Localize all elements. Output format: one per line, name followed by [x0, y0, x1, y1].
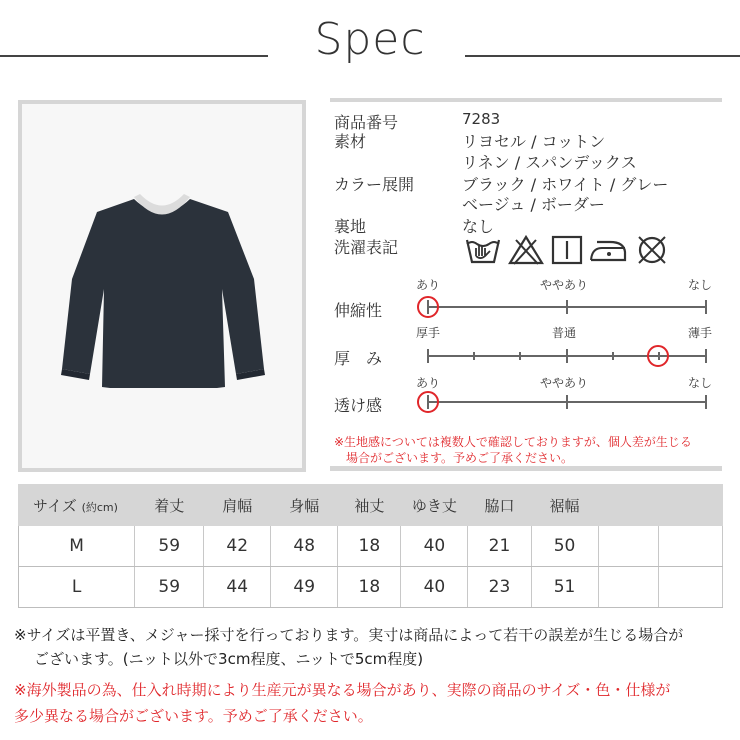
stretch-level-marker	[417, 296, 439, 318]
value-cell: 51	[531, 567, 598, 608]
thickness-right-label: 薄手	[688, 326, 713, 340]
material-line1: リヨセル / コットン	[462, 132, 606, 151]
washing-label: 洗濯表記	[334, 238, 399, 257]
lining-value: なし	[462, 217, 495, 236]
value-cell: 50	[531, 526, 598, 567]
stretch-label: 伸縮性	[334, 301, 383, 320]
header-yuki: ゆき丈	[401, 485, 468, 526]
page-title: Spec	[314, 14, 426, 65]
header-armhole: 脇口	[468, 485, 531, 526]
color-line1: ブラック / ホワイト / グレー	[462, 175, 669, 194]
thickness-tick-mid	[566, 349, 568, 363]
color-line2: ベージュ / ボーダー	[462, 195, 605, 214]
lining-label: 裏地	[334, 217, 367, 236]
sheer-label: 透け感	[334, 396, 383, 415]
thickness-left-label: 厚手	[416, 326, 441, 340]
thickness-tick-right	[705, 349, 707, 363]
value-cell: 18	[338, 567, 401, 608]
value-cell: 40	[401, 526, 468, 567]
footnote-sizing-line2: ございます。(ニット以外で3cm程度、ニットで5cm程度)	[34, 650, 424, 668]
product-photo	[22, 104, 302, 468]
product-no-value: 7283	[462, 110, 501, 128]
value-cell: 18	[338, 526, 401, 567]
no-dry-clean-icon	[634, 234, 670, 266]
spec-note-line2: 場合がございます。予めご了承ください。	[346, 451, 574, 465]
header-empty-1	[598, 485, 659, 526]
sheer-level-marker	[417, 391, 439, 413]
header-hem: 裾幅	[531, 485, 598, 526]
thickness-mid-label: 普通	[552, 326, 577, 340]
hand-wash-icon	[464, 234, 502, 266]
material-line2: リネン / スパンデックス	[462, 153, 637, 172]
sheer-mid-label: ややあり	[540, 376, 589, 390]
value-cell: 59	[135, 526, 204, 567]
thickness-tick-left	[427, 349, 429, 363]
value-cell: 42	[204, 526, 271, 567]
table-row	[19, 526, 723, 567]
value-cell: 44	[204, 567, 271, 608]
header-sleeve: 袖丈	[338, 485, 401, 526]
thickness-subtick-3	[612, 352, 614, 360]
header-shoulder: 肩幅	[204, 485, 271, 526]
size-table-header	[19, 485, 723, 526]
table-row	[19, 567, 723, 608]
stretch-tick-mid	[566, 300, 568, 314]
value-cell: 48	[271, 526, 338, 567]
tshirt-image	[22, 104, 302, 468]
empty-cell	[659, 526, 723, 567]
header-size: サイズ (約cm)	[19, 485, 135, 526]
thickness-label: 厚 み	[334, 349, 383, 368]
empty-cell	[598, 526, 659, 567]
stretch-right-label: なし	[688, 278, 713, 292]
spec-top-band	[330, 98, 722, 102]
color-label: カラー展開	[334, 175, 415, 194]
size-cell: M	[19, 526, 135, 567]
tumble-dry-icon	[551, 234, 583, 266]
title-rule-right	[465, 55, 740, 57]
spec-bottom-band	[330, 466, 722, 471]
header-length: 着丈	[135, 485, 204, 526]
sheer-tick-right	[705, 395, 707, 409]
iron-icon	[588, 234, 628, 266]
value-cell: 21	[468, 526, 531, 567]
thickness-subtick-2	[519, 352, 521, 360]
thickness-level-marker	[647, 345, 669, 367]
stretch-left-label: あり	[416, 278, 441, 292]
empty-cell	[659, 567, 723, 608]
size-table	[18, 484, 723, 608]
sheer-tick-mid	[566, 395, 568, 409]
thickness-subtick-1	[473, 352, 475, 360]
sheer-left-label: あり	[416, 376, 441, 390]
value-cell: 23	[468, 567, 531, 608]
footnote-overseas-line1: ※海外製品の為、仕入れ時期により生産元が異なる場合があり、実際の商品のサイズ・色・仕様が	[14, 681, 671, 699]
stretch-tick-right	[705, 300, 707, 314]
no-bleach-icon	[508, 234, 544, 266]
value-cell: 49	[271, 567, 338, 608]
material-label: 素材	[334, 132, 367, 151]
product-no-label: 商品番号	[334, 113, 399, 132]
sheer-right-label: なし	[688, 376, 713, 390]
spec-note-line1: ※生地感については複数人で確認しておりますが、個人差が生じる	[334, 435, 692, 449]
header-empty-2	[659, 485, 723, 526]
header-chest: 身幅	[271, 485, 338, 526]
value-cell: 59	[135, 567, 204, 608]
footnote-overseas-line2: 多少異なる場合がございます。予めご了承ください。	[14, 707, 373, 725]
empty-cell	[598, 567, 659, 608]
value-cell: 40	[401, 567, 468, 608]
size-cell: L	[19, 567, 135, 608]
stretch-mid-label: ややあり	[540, 278, 589, 292]
footnote-sizing-line1: ※サイズは平置き、メジャー採寸を行っております。実寸は商品によって若干の誤差が生じる場合が	[14, 626, 684, 644]
